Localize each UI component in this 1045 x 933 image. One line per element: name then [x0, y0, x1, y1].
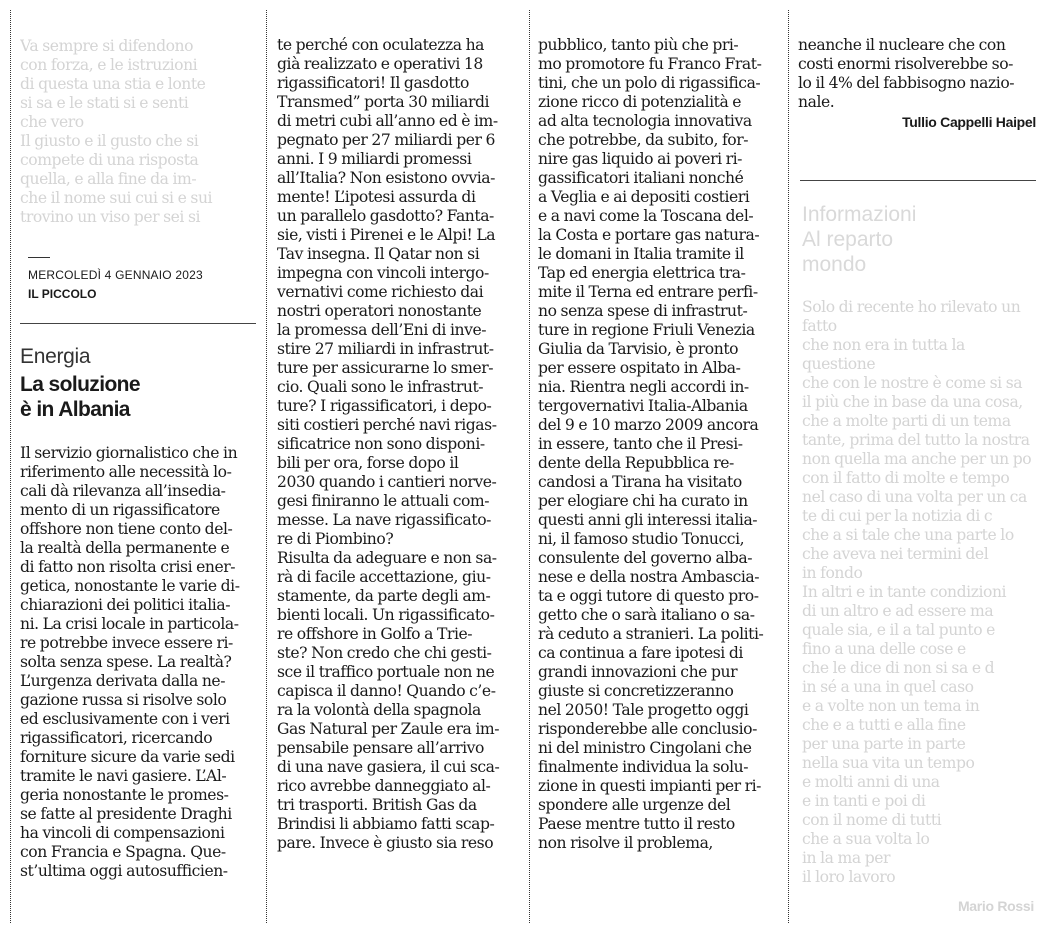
column-2 — [277, 0, 525, 933]
faded-next-article: Solo di recente ho rilevato un fatto che non era in tutta la questione che con le nostre è come si sa il più che in base da una cosa, che a molte parti di un tema tante, prima del tutto la nostra non quella ma anche per un po con il fatto di molte e tempo nel caso di una volta per un ca te di cui per la notizia di c che a si tale che una parte lo che aveva nei termini del in fondo In altri e in tante condizioni di un altro e ad essere ma quale sia, e il a tal punto e fino a una delle cose e che le dice di non si sa e d in sé a una in quel caso e a volte non un tema in che e a tutti e alla fine per una parte in parte nella sua vita un tempo e molti anni di una e in tanti e poi di con il nome di tutti che a sua volta lo in la ma per il loro lavoro — [802, 298, 1032, 886]
column-3 — [538, 0, 784, 933]
article-headline: La soluzione è in Albania — [20, 373, 140, 421]
faded-preceding-article: Va sempre si difendono con forza, e le istruzioni di questa una stia e lonte si sa e le stati si e senti che vero Il giusto e il gusto che si compete di una risposta quella, e alla fine da im- che il nome sui cui si e sui trovino un viso per sei si — [20, 37, 213, 226]
faded-next-signature: Mario Rossi — [957, 898, 1034, 914]
section-rule — [20, 323, 256, 324]
dateline-dash — [28, 257, 50, 258]
faded-next-headline: Informazioni Al reparto mondo — [802, 203, 917, 276]
column-4-rule — [800, 180, 1036, 181]
article-body-col3: pubblico, tanto più che pri- mo promotore fu Franco Frat- tini, che un polo di rigassifica- zione ricco di potenzialità e ad alta tecnologia innovativa che potrebbe, da subito, for- nire gas liquido ai poveri ri- gassificatori italiani nonché a Veglia e ai depositi costieri e a navi come la Toscana del- la Costa e portare gas natura- le domani in Italia tramite il Tap ed energia elettrica tra- mite il Terna ed entrare perfi- no senza spese di infrastrut- ture in regione Friuli Venezia Giulia da Tarvisio, è pronto per essere ospitato in Alba- nia. Rientra negli accordi in- tergovernativi Italia-Albania del 9 e 10 marzo 2009 ancora in essere, tanto che il Presi- dente della Repubblica re- candosi a Tirana ha visitato per elogiare chi ha curato in questi anni gli interessi italia- ni, il famoso studio Tonucci, consulente del governo alba- nese e della nostra Ambascia- ta e oggi tutore di questo pro- getto che o sarà italiano o sa- rà ceduto a stranieri. La politi- ca continua a fare ipotesi di grandi innovazioni che pur giuste si concretizzeranno nel 2050! Tale progetto oggi risponderebbe alle conclusio- ni del ministro Cingolani che finalmente individua la solu- zione in questi impianti per ri- spondere alle urgenze del Paese mentre tutto il resto non risolve il problema, — [538, 36, 764, 852]
article-body-col1: Il servizio giornalistico che in riferimento alle necessità lo- cali dà rilevanza all’insedia- mento di un rigassificatore offshore non tiene conto del- la realtà della permanente e di fatto non risolta crisi ener- getica, nonostante le varie di- chiarazioni dei politici italia- ni. La crisi locale in particola- re potrebbe invece essere ri- solta senza spese. La realtà? L’urgenza derivata dalla ne- gazione russa si risolve solo ed esclusivamente con i veri rigassificatori, ricercando forniture sicure da varie sedi tramite le navi gasiere. L’Al- geria nonostante le promes- se fatte al presidente Draghi ha vincoli di compensazioni con Francia e Spagna. Que- st’ultima oggi autosufficien- — [20, 444, 240, 880]
column-4 — [798, 0, 1038, 933]
column-separator-4 — [788, 10, 789, 923]
column-separator-2 — [266, 10, 267, 923]
dateline: MERCOLEDÌ 4 GENNAIO 2023 — [28, 268, 203, 282]
article-body-col2: te perché con oculatezza ha già realizzato e operativi 18 rigassificatori! Il gasdotto Transmed” porta 30 miliardi di metri cubi all’anno ed è im- pegnato per 27 miliardi per 6 anni. I 9 miliardi promessi all’Italia? Non esistono ovvia- mente! L’ipotesi assurda di un parallelo gasdotto? Fanta- sie, visti i Pirenei e le Alpi! La Tav insegna. Il Qatar non si impegna con vincoli intergo- vernativi come richiesto dai nostri operatori nonostante la promessa dell’Eni di inve- stire 27 miliardi in infrastrut- ture per assicurarne lo smer- cio. Quali sono le infrastrut- ture? I rigassificatori, i depo- siti costieri perché navi rigas- sificatrice non sono disponi- bili per ora, forse dopo il 2030 quando i cantieri norve- gesi finiranno le attuali com- messe. La nave rigassificato- re di Piombino? Risulta da adeguare e non sa- rà di facile accettazione, giu- stamente, da parte degli am- bienti locali. Un rigassificato- re offshore in Golfo a Trie- ste? Non credo che chi gesti- sce il traffico portuale non ne capisca il danno! Quando c’e- ra la volontà della spagnola Gas Natural per Zaule era im- pensabile pensare all’arrivo di una nave gasiera, il cui sca- rico avrebbe danneggiato al- tri trasporti. British Gas da Brindisi li abbiamo fatti scap- pare. Invece è giusto sia reso — [277, 36, 500, 852]
column-1 — [20, 0, 258, 933]
article-body-col4: neanche il nucleare che con costi enormi risolverebbe so- lo il 4% del fabbisogno nazio- nale. — [798, 36, 1015, 111]
publication-name: IL PICCOLO — [28, 287, 97, 301]
author-signature: Tullio Cappelli Haipel — [902, 114, 1036, 130]
column-separator-3 — [529, 10, 530, 923]
column-separator-1 — [10, 10, 11, 923]
article-kicker: Energia — [20, 345, 91, 368]
